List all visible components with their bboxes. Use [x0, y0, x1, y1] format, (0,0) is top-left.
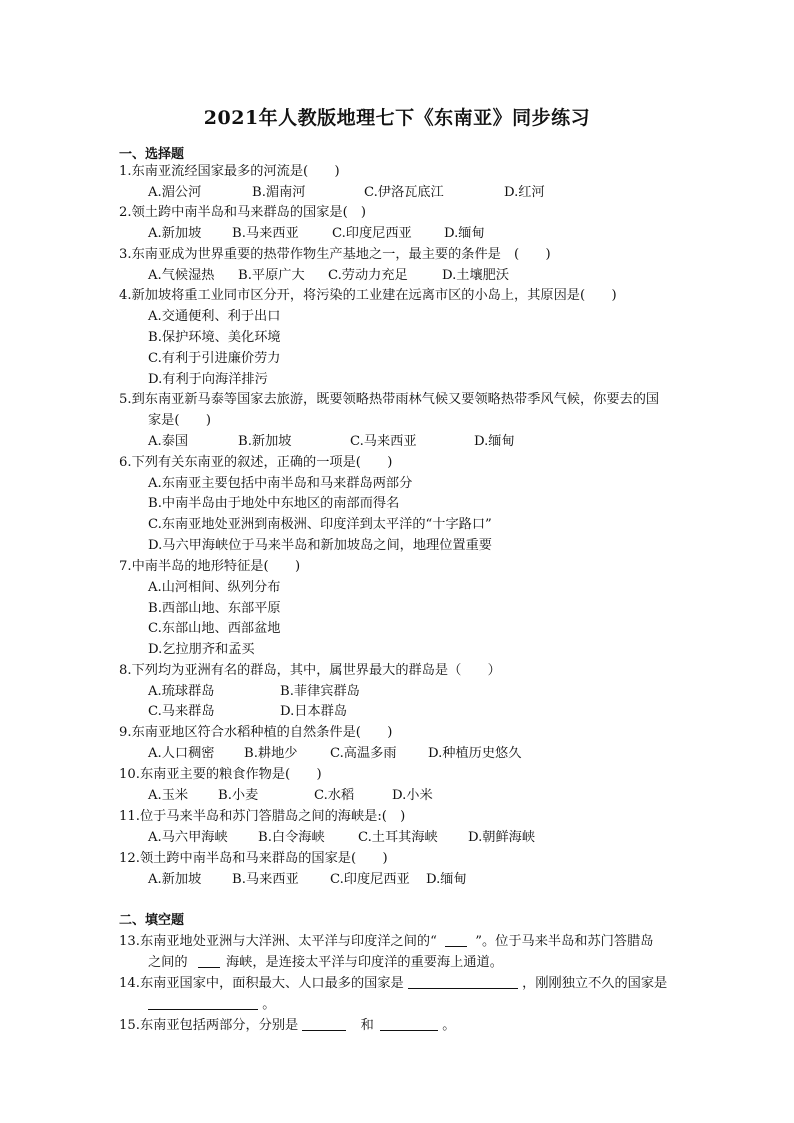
question-stem: 10.东南亚主要的粮食作物是( ): [119, 767, 322, 782]
question-stem: 7.中南半岛的地形特征是( ): [119, 559, 301, 574]
question-stem: 8.下列均为亚洲有名的群岛，其中，属世界最大的群岛是（ ）: [119, 663, 501, 678]
option: A.玉米: [148, 788, 189, 803]
option: A.山河相间、纵列分布: [148, 580, 281, 595]
option: C.有利于引进廉价劳力: [148, 351, 281, 366]
answer-blank[interactable]: [408, 975, 518, 989]
option: B.白令海峡: [258, 830, 325, 845]
answer-blank[interactable]: [380, 1017, 438, 1031]
answer-blank[interactable]: [445, 933, 467, 947]
question-stem: 6.下列有关东南亚的叙述，正确的一项是( ): [119, 455, 393, 470]
question-stem: 3.东南亚成为世界重要的热带作物生产基地之一，最主要的条件是 ( ): [119, 247, 551, 262]
fill-text: 。: [442, 1018, 456, 1033]
option: B.西部山地、东部平原: [148, 601, 281, 616]
answer-blank[interactable]: [302, 1017, 346, 1031]
option: C.马来西亚: [350, 434, 417, 449]
question-stem: 5.到东南亚新马泰等国家去旅游，既要领略热带雨林气候又要领略热带季风气候，你要去的国: [119, 392, 660, 407]
option: D.日本群岛: [280, 704, 348, 719]
question-stem: 9.东南亚地区符合水稻种植的自然条件是( ): [119, 725, 393, 740]
fill-text: 13.东南亚地处亚洲与大洋洲、太平洋与印度洋之间的“: [119, 934, 437, 949]
answer-blank[interactable]: [198, 954, 220, 968]
option: C.高温多雨: [330, 746, 397, 761]
fill-text: 14.东南亚国家中，面积最大、人口最多的国家是: [119, 976, 404, 991]
option: C.印度尼西亚: [330, 872, 410, 887]
option: C.印度尼西亚: [332, 226, 412, 241]
option: D.小米: [392, 788, 433, 803]
fill-text: 15.东南亚包括两部分，分别是: [119, 1018, 299, 1033]
option: B.保护环境、美化环境: [148, 330, 281, 345]
answer-blank[interactable]: [148, 996, 258, 1010]
fill-text: 。: [262, 997, 276, 1012]
question-stem: 12.领土跨中南半岛和马来群岛的国家是( ): [119, 851, 388, 866]
option: C.伊洛瓦底江: [364, 185, 444, 200]
option: C.劳动力充足: [328, 268, 408, 283]
option: B.小麦: [218, 788, 259, 803]
option: B.耕地少: [244, 746, 298, 761]
option: A.人口稠密: [148, 746, 215, 761]
option: C.土耳其海峡: [358, 830, 438, 845]
option: D.有利于向海洋排污: [148, 372, 268, 387]
option: D.马六甲海峡位于马来半岛和新加坡岛之间，地理位置重要: [148, 538, 492, 553]
option: C.马来群岛: [148, 704, 215, 719]
fill-question-15: [119, 1014, 455, 1033]
option: B.中南半岛由于地处中东地区的南部而得名: [148, 496, 400, 511]
fill-text: 之间的: [148, 955, 188, 970]
option: D.红河: [504, 185, 545, 200]
fill-question-13-continued: [148, 951, 503, 970]
option: B.菲律宾群岛: [280, 684, 360, 699]
option: A.湄公河: [148, 185, 202, 200]
option: A.新加坡: [148, 872, 202, 887]
fill-text: ”。位于马来半岛和苏门答腊岛: [475, 934, 654, 949]
option: A.东南亚主要包括中南半岛和马来群岛两部分: [148, 476, 413, 491]
option: D.缅甸: [444, 226, 485, 241]
option: B.湄南河: [252, 185, 306, 200]
option: D.土壤肥沃: [442, 268, 510, 283]
section-heading-choice: 一、选择题: [119, 147, 185, 162]
option: D.缅甸: [474, 434, 515, 449]
option: A.马六甲海峡: [148, 830, 228, 845]
option: B.马来西亚: [232, 872, 299, 887]
question-stem-continued: 家是( ): [148, 413, 212, 428]
option: A.泰国: [148, 434, 189, 449]
fill-text: ，刚刚独立不久的国家是: [522, 976, 668, 991]
option: D.种植历史悠久: [428, 746, 522, 761]
option: A.交通便利、利于出口: [148, 309, 281, 324]
fill-text: 海峡，是连接太平洋与印度洋的重要海上通道。: [225, 955, 503, 970]
option: A.气候湿热: [148, 268, 215, 283]
option: C.水稻: [314, 788, 355, 803]
fill-question-13: [119, 930, 653, 949]
option: C.东南亚地处亚洲到南极洲、印度洋到太平洋的“十字路口”: [148, 517, 492, 532]
option: B.平原广大: [238, 268, 305, 283]
option: A.琉球群岛: [148, 684, 215, 699]
option: D.缅甸: [426, 872, 467, 887]
question-stem: 11.位于马来半岛和苏门答腊岛之间的海峡是:( ): [119, 809, 406, 824]
option: B.新加坡: [238, 434, 292, 449]
question-stem: 1.东南亚流经国家最多的河流是( ): [119, 164, 340, 179]
option: C.东部山地、西部盆地: [148, 621, 281, 636]
option: A.新加坡: [148, 226, 202, 241]
section-heading-fill: 二、填空题: [119, 913, 185, 928]
option: D.乞拉朋齐和孟买: [148, 642, 255, 657]
question-stem: 4.新加坡将重工业同市区分开，将污染的工业建在远离市区的小岛上，其原因是( ): [119, 288, 617, 303]
page-title: 2021年人教版地理七下《东南亚》同步练习: [203, 107, 591, 129]
fill-question-14: [119, 972, 667, 991]
option: B.马来西亚: [232, 226, 299, 241]
question-stem: 2.领土跨中南半岛和马来群岛的国家是( ): [119, 205, 367, 220]
fill-text: 和: [360, 1018, 374, 1033]
option: D.朝鲜海峡: [468, 830, 536, 845]
fill-question-14-continued: [148, 993, 275, 1012]
